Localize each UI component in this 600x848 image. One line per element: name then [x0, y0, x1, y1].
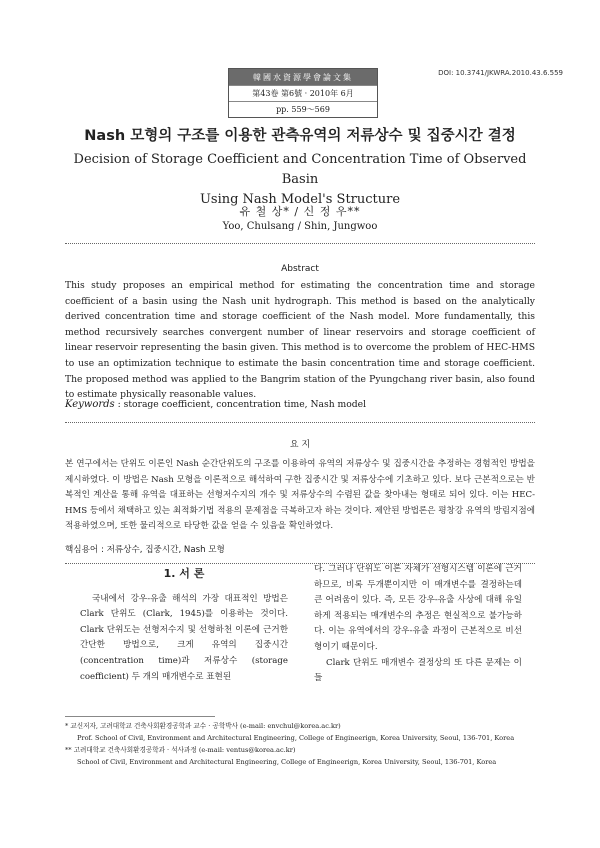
footnote-2-korean: ** 고려대학교 건축사회환경공학과 · 석사과정 (e-mail: ventus@korea.ac.kr) — [65, 746, 296, 754]
journal-info-box — [228, 68, 378, 118]
footnote-rule — [65, 716, 215, 717]
footnotes — [65, 720, 545, 768]
korean-keywords: 핵심용어 : 저류상수, 집중시간, Nash 모형 — [65, 545, 225, 555]
body-paragraph: 다. 그러나 단위도 이론 자체가 선형시스템 이론에 근거하므로, 비록 두개뿐이지만 이 매개변수를 결정하는데 큰 어려움이 있다. 즉, 모든 강우-유출 사상에 대해 유일하게 적용되는 매개변수의 추정은 현실적으로 불가능하다. 이는 유역에서의 강우-유출 과정이 근본적으로 비선형이기 때문이다. — [314, 564, 522, 652]
title-english-line2: Using Nash Model's Structure — [199, 192, 401, 207]
authors-english: Yoo, Chulsang / Shin, Jungwoo — [222, 221, 378, 232]
divider — [65, 422, 535, 423]
journal-volume: 第43卷 第6號 · 2010年 6月 — [229, 85, 377, 101]
korean-abstract-heading: 요 지 — [289, 440, 311, 450]
keywords-value: : storage coefficient, concentration time, Nash model — [117, 399, 367, 410]
title-english-line1: Decision of Storage Coefficient and Concentration Time of Observed Basin — [73, 152, 527, 187]
title-english — [60, 150, 540, 210]
divider — [65, 243, 535, 244]
footnote-1-korean: * 교신저자, 고려대학교 건축사회환경공학과 교수 · 공학박사 (e-mail: envchul@korea.ac.kr) — [65, 722, 341, 730]
keywords-label: Keywords — [65, 399, 115, 410]
doi-text: DOI: 10.3741/JKWRA.2010.43.6.559 — [438, 69, 563, 77]
authors-korean: 유 철 상* / 신 정 우** — [239, 205, 361, 218]
body-paragraph: 국내에서 강우-유출 해석의 가장 대표적인 방법은 Clark 단위도 (Clark, 1945)를 이용하는 것이다. Clark 단위도는 선형저수지 및 선형하천 이론에 근거한 간단한 방법으로, 크게 유역의 집중시간 (concentration time)과 저류상수 (storage coefficient) 두 개의 매개변수로 표현된 — [80, 593, 288, 682]
keywords — [65, 399, 535, 410]
abstract-heading: Abstract — [281, 264, 319, 274]
body-left-column — [80, 562, 288, 685]
title-korean: Nash 모형의 구조를 이용한 관측유역의 저류상수 및 집중시간 결정 — [84, 128, 516, 144]
footnote-1-english: Prof. School of Civil, Environment and Architectural Engineering, College of Engineerign, Korea University, Seoul, 136-701, Korea — [77, 734, 515, 742]
body-paragraph: Clark 단위도 매개변수 결정상의 또 다른 문제는 이들 — [314, 657, 522, 684]
abstract-text: This study proposes an empirical method for estimating the concentration time and storage coefficient of a basin using the Nash unit hydrograph. This method is based on the analytically derived concentration time and storage coefficient of the Nash model. More fundamentally, this method recursively searches convergent number of linear reservoirs and storage coefficient of linear reservoir representing the basin given. This method is to overcome the problem of HEC-HMS to use an optimization technique to estimate the basin concentration time and storage coefficient. The proposed method was applied to the Bangrim station of the Pyungchang river basin, also found to estimate physically reasonable values. — [65, 280, 535, 401]
body-right-column — [314, 562, 522, 687]
section-title: 1. 서 론 — [163, 567, 205, 580]
journal-name: 韓國水資源學會論文集 — [229, 69, 377, 85]
footnote-2-english: School of Civil, Environment and Architectural Engineering, College of Engineerign, Korea University, Seoul, 136-701, Korea — [77, 758, 497, 766]
korean-abstract-text: 본 연구에서는 단위도 이론인 Nash 순간단위도의 구조를 이용하여 유역의 저류상수 및 집중시간을 추정하는 경험적인 방법을 제시하였다. 이 방법은 Nash 모형을 이론적으로 해석하여 구한 집중시간 및 저류상수에 기초하고 있다. 보다 근본적으로는 반복적인 계산을 통해 유역을 대표하는 선형저수지의 개수 및 저류상수의 수렴된 값을 찾아내는 형태로 되어 있다. 이는 HEC-HMS 등에서 채택하고 있는 최적화기법 적용의 문제점을 극복하고자 하는 것이다. 제안된 방법론은 평창강 유역의 방림지점에 적용하였으며, 또한 물리적으로 타당한 값을 얻을 수 있음을 확인하였다. — [65, 459, 535, 532]
journal-pages: pp. 559～569 — [229, 101, 377, 117]
